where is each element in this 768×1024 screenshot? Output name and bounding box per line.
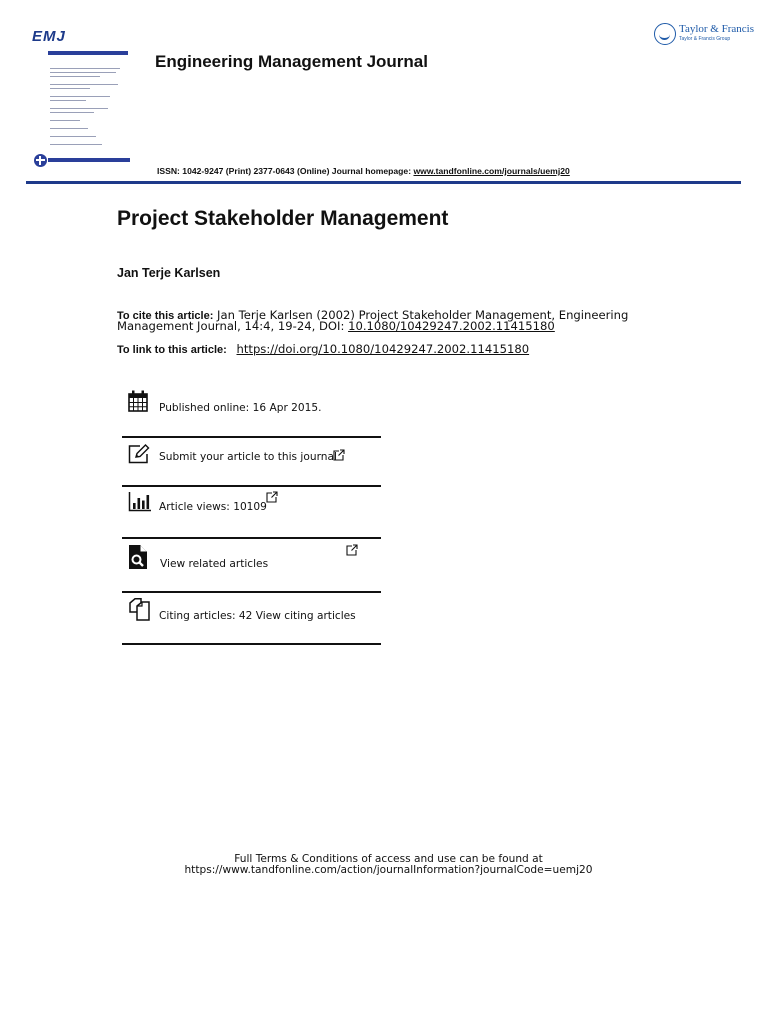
article-link (117, 342, 529, 356)
terms-line: Full Terms & Conditions of access and use can be found at (234, 853, 543, 865)
header-divider (26, 181, 741, 184)
submit-row[interactable] (122, 437, 381, 485)
publisher-name: Taylor & Francis (679, 23, 754, 35)
cite-doi-link[interactable]: 10.1080/10429247.2002.11415180 (348, 319, 555, 333)
publisher-logo-icon (654, 23, 676, 45)
article-author: Jan Terje Karlsen (117, 266, 221, 280)
link-label: To link to this article: (117, 344, 227, 356)
citing-documents-icon (128, 598, 152, 622)
cover-logo: EMJ (32, 28, 66, 45)
calendar-icon (128, 390, 148, 412)
terms-url[interactable]: https://www.tandfonline.com/action/journalInformation?journalCode=uemj20 (184, 864, 593, 876)
cover-band (48, 51, 128, 55)
views-row[interactable] (122, 486, 381, 536)
published-date: Published online: 16 Apr 2015. (159, 402, 322, 414)
external-link-icon[interactable] (266, 491, 278, 503)
publisher-logo[interactable] (653, 22, 754, 48)
external-link-icon[interactable] (346, 544, 358, 556)
divider (122, 643, 381, 645)
issn-line (157, 166, 570, 176)
related-row[interactable] (122, 538, 381, 591)
cite-label: To cite this article: (117, 310, 214, 322)
cover-band-bottom (48, 158, 130, 162)
external-link-icon (333, 449, 345, 461)
journal-homepage-link[interactable]: www.tandfonline.com/journals/uemj20 (413, 166, 570, 176)
globe-icon (34, 154, 47, 167)
submit-article-link[interactable]: Submit your article to this journal (159, 451, 337, 463)
citing-articles-link[interactable]: Citing articles: 42 View citing articles (159, 610, 356, 622)
issn-text: ISSN: 1042-9247 (Print) 2377-0643 (Online) Journal homepage: (157, 166, 414, 176)
journal-title: Engineering Management Journal (155, 52, 428, 71)
edit-icon (128, 444, 150, 464)
citation (117, 310, 677, 331)
citing-row[interactable] (122, 592, 381, 644)
view-related-articles-link[interactable]: View related articles (160, 558, 269, 570)
doi-link[interactable]: https://doi.org/10.1080/10429247.2002.11415180 (236, 342, 530, 356)
published-row (122, 380, 381, 436)
article-views: Article views: 10109 (159, 501, 267, 513)
publisher-subtitle: Taylor & Francis Group (679, 36, 731, 42)
article-title: Project Stakeholder Management (117, 207, 449, 230)
cite-text: Jan Terje Karlsen (2002) Project Stakeholder Management, Engineering Management Journal, 14:4, 19-24, DOI: (117, 308, 629, 333)
bar-chart-icon (128, 492, 152, 512)
search-document-icon (128, 545, 148, 569)
journal-cover-thumbnail (30, 28, 132, 174)
terms-footer (0, 854, 768, 876)
